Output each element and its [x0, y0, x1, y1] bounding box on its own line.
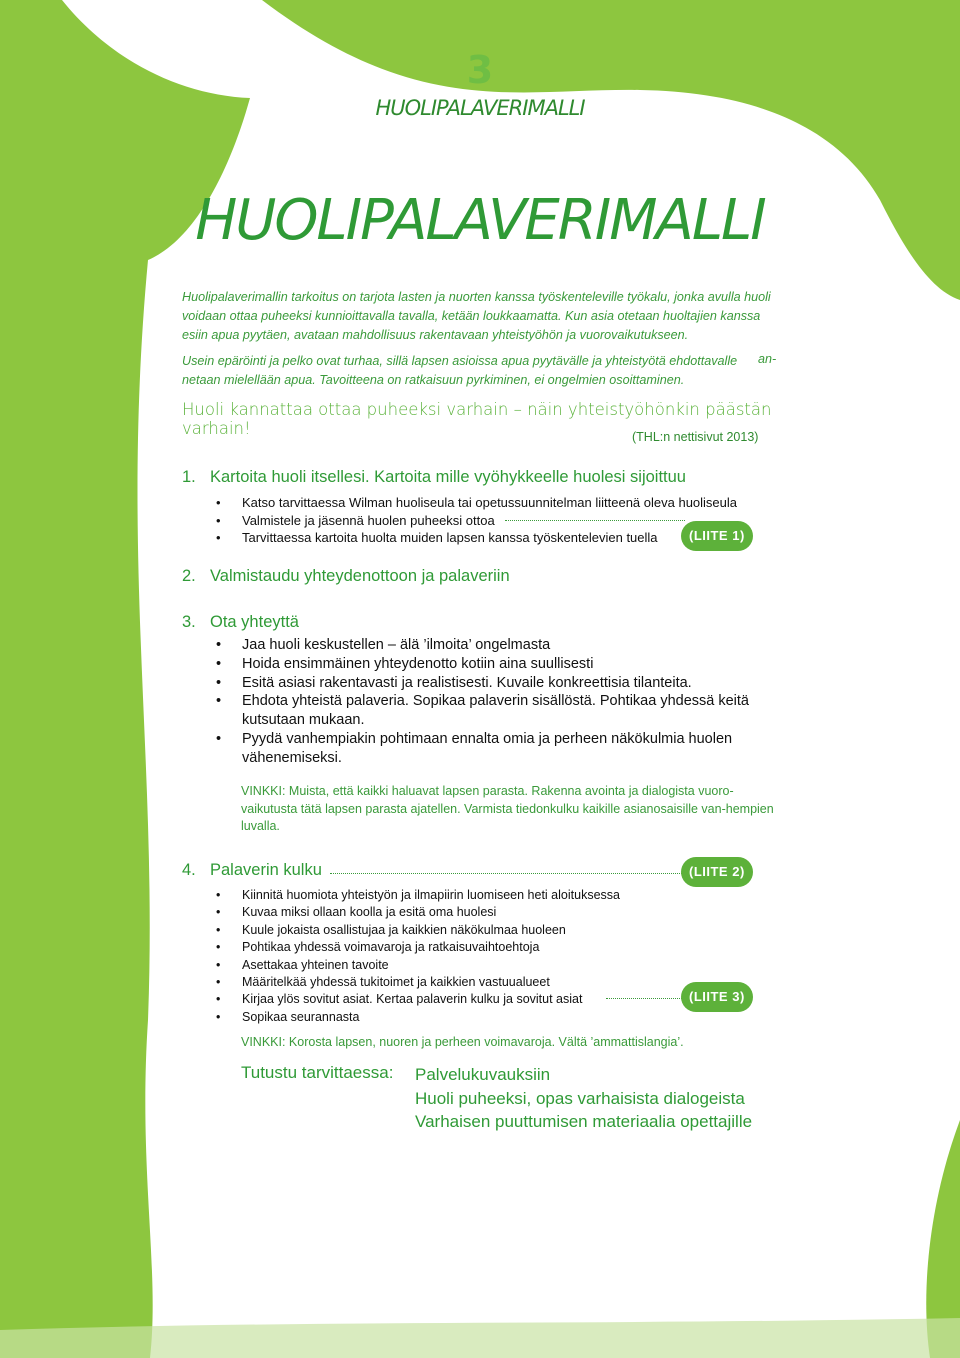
section-4-number: 4.: [182, 861, 196, 879]
section-3-list: [182, 636, 782, 768]
section-2-title: Valmistaudu yhteydenottoon ja palaveriin: [210, 567, 510, 585]
section-3-heading: [182, 613, 299, 632]
list-item: • Kiinnitä huomiota yhteistyön ja ilmapiirin luomiseen heti aloituksessa: [182, 887, 620, 904]
section-3-number: 3.: [182, 613, 196, 631]
intro-paragraph-2-end: netaan mielellään apua. Tavoitteena on ratkaisuun pyrkiminen, ei ongelmien osoittaminen.: [182, 373, 685, 387]
section-4-tip: VINKKI: Korosta lapsen, nuoren ja perheen voimavaroja. Vältä ’ammattislangia’.: [241, 1035, 684, 1049]
list-item: • Sopikaa seurannasta: [182, 1009, 620, 1026]
list-item: • Katso tarvittaessa Wilman huoliseula tai opetussuunnitelman liitteenä oleva huoliseula: [182, 494, 737, 512]
resources-list: [415, 1063, 752, 1134]
list-item: • Hoida ensimmäinen yhteydenotto kotiin aina suullisesti: [182, 655, 782, 674]
section-3-tip: VINKKI: Muista, että kaikki haluavat lapsen parasta. Rakenna avointa ja dialogista vuoro-vaikutusta tätä lapsen parasta ajatellen. Varmista tiedonkulku kaikille asianosaisille van-hempien luvalla.: [241, 784, 774, 833]
page-title: HUOLIPALAVERIMALLI: [195, 188, 765, 253]
leader-dots-liite-2: [330, 873, 682, 874]
list-item: • Valmistele ja jäsennä huolen puheeksi ottoa: [182, 512, 737, 530]
intro-paragraph-1: Huolipalaverimallin tarkoitus on tarjota lasten ja nuorten kanssa työskenteleville työkalu, jonka avulla huoli voidaan ottaa puheeksi kunnioittavalla tavalla, ketään loukkaamatta. Kun asia otetaan huoltajien kanssa esiin apua pyytäen, avataan mahdollisuus rakentavaan yhteistyöhön ja vuorovaikutukseen.: [182, 290, 771, 342]
section-4-title: Palaverin kulku: [210, 861, 322, 879]
section-4-heading: [182, 861, 322, 880]
list-item: • Tarvittaessa kartoita huolta muiden lapsen kanssa työskentelevien tuella: [182, 529, 737, 547]
intro-paragraph-2-text: Usein epäröinti ja pelko ovat turhaa, sillä lapsen asioissa apua pyytävälle ja yhteistyötä ehdottavalle: [182, 354, 738, 368]
list-item: • Kirjaa ylös sovitut asiat. Kertaa palaverin kulku ja sovitut asiat: [182, 991, 620, 1008]
intro-hyphen-fragment: an-: [758, 352, 777, 366]
green-top-right-shape: [262, 0, 960, 300]
list-item: • Esitä asiasi rakentavasti ja realistisesti. Kuvaile konkreettisia tilanteita.: [182, 674, 782, 693]
resource-link[interactable]: Palvelukuvauksiin: [415, 1065, 551, 1084]
slogan: Huoli kannattaa ottaa puheeksi varhain – näin yhteistyöhönkin päästän varhain!: [182, 400, 772, 438]
section-4-list: [182, 887, 620, 1026]
section-3-title: Ota yhteyttä: [210, 613, 299, 631]
resource-link[interactable]: Huoli puheeksi, opas varhaisista dialogeista: [415, 1088, 745, 1108]
section-2-number: 2.: [182, 567, 196, 585]
liite-3-badge[interactable]: (LIITE 3): [681, 982, 753, 1012]
page-number: 3: [466, 48, 494, 92]
list-item: • Asettakaa yhteinen tavoite: [182, 957, 620, 974]
intro-paragraph-2: [182, 352, 752, 390]
section-1-heading: [182, 468, 686, 487]
list-item: • Jaa huoli keskustellen – älä ’ilmoita’ ongelmasta: [182, 636, 782, 655]
resource-link[interactable]: Varhaisen puuttumisen materiaalia opettajille: [415, 1112, 753, 1131]
resources-label: Tutustu tarvittaessa:: [241, 1063, 394, 1082]
section-1-number: 1.: [182, 468, 196, 486]
section-2-heading: [182, 567, 510, 586]
list-item: • Kuule jokaista osallistujaa ja kaikkien näkökulmaa huoleen: [182, 922, 620, 939]
header-subtitle: HUOLIPALAVERIMALLI: [375, 96, 585, 120]
source-citation: (THL:n nettisivut 2013): [632, 430, 759, 444]
list-item: • Pohtikaa yhdessä voimavaroja ja ratkaisuvaihtoehtoja: [182, 939, 620, 956]
liite-2-badge[interactable]: (LIITE 2): [681, 857, 753, 887]
leader-dots-liite-3: [606, 998, 682, 999]
list-item: • Pyydä vanhempiakin pohtimaan ennalta omia ja perheen näkökulmia huolen vähenemiseksi.: [182, 730, 782, 768]
list-item: • Määritelkää yhdessä tukitoimet ja kaikkien vastuualueet: [182, 974, 620, 991]
list-item: • Ehdota yhteistä palaveria. Sopikaa palaverin sisällöstä. Pohtikaa yhdessä keitä kutsutaan mukaan.: [182, 692, 782, 730]
leader-dots-liite-1: [505, 520, 685, 521]
liite-1-badge[interactable]: (LIITE 1): [681, 521, 753, 551]
section-1-title: Kartoita huoli itsellesi. Kartoita mille vyöhykkeelle huolesi sijoittuu: [210, 468, 686, 486]
list-item: • Kuvaa miksi ollaan koolla ja esitä oma huolesi: [182, 904, 620, 921]
